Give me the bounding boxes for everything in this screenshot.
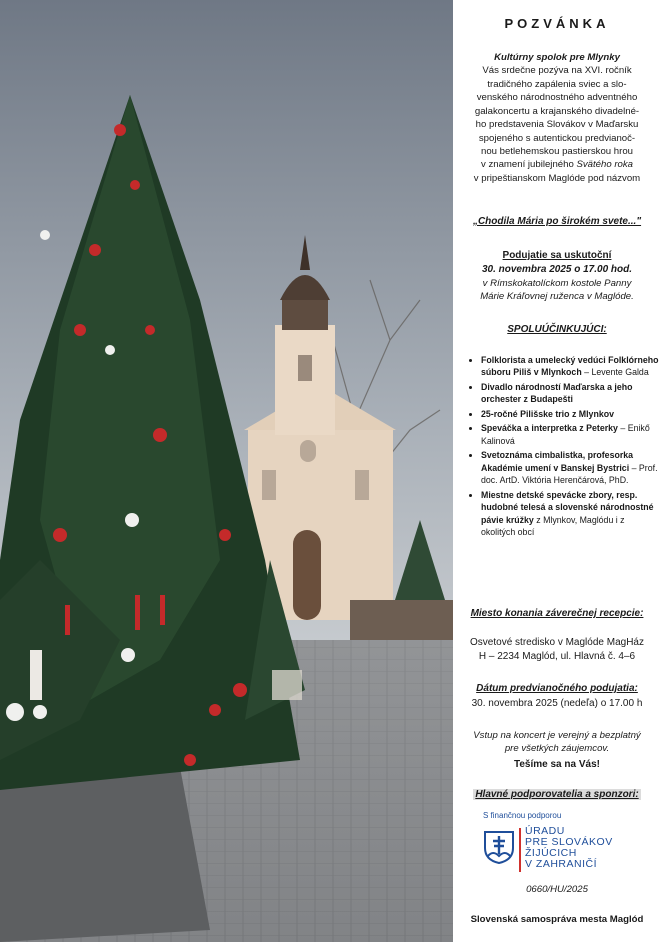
performer-rest: – Levente Galda [581,367,649,378]
performer-item [481,422,659,447]
logo-divider [519,828,521,872]
intro-line: venského národnostného adventného [476,92,638,104]
event-date: 30. novembra 2025 o 17.00 hod. [481,263,633,275]
performer-bold: 25-ročné Pilišske trio z Mlynkov [481,408,614,419]
sponsors-heading-wrap [455,788,659,802]
entry-info [455,729,659,755]
intro-line: v pripeštianskom Maglóde pod názvom [473,172,641,184]
performer-item [481,408,659,420]
reception-heading: Miesto konania záverečnej recepcie: [470,608,644,619]
office-name [525,826,613,870]
intro-line: nou betlehemskou pastierskou hrou [481,145,633,157]
intro-line: spojeného s autentickou predvianoč- [478,132,636,144]
performer-rest: – Enikő Kalinová [481,423,650,446]
intro-line: tradičného zapálenia sviec a slo- [487,78,627,90]
reception-line: Osvetové stredisko v Maglóde MagHáz [470,637,644,648]
performer-item [481,354,659,379]
reception-line: H – 2234 Maglód, ul. Hlavná č. 4–6 [478,650,636,662]
performer-bold: Folklorista a umelecký vedúci Folklórneho súboru Piliš v Mlynkoch [481,355,659,378]
intro-line: ho predstavenia Slovákov v Maďarsku [475,119,639,131]
performer-bold: Divadlo národností Maďarska a jeho orchester z Budapešti [481,381,633,405]
office-line: ŽIJÚCICH [525,847,577,860]
grant-code: 0660/HU/2025 [526,884,588,895]
intro-line: galakoncertu a krajanského divadelné- [474,105,640,117]
pre-date: 30. novembra 2025 (nedeľa) o 17.00 h [471,698,643,709]
office-logo [481,826,651,874]
slovak-coat-of-arms-icon [483,830,515,864]
invitation-panel [453,0,661,942]
office-line: V ZAHRANIČÍ [525,858,598,871]
performer-item [481,381,659,406]
performer-bold: Svetoznáma cimbalistka, profesorka Akadémie umení v Banskej Bystrici [481,450,634,473]
event-info [455,249,659,303]
pre-date-heading: Dátum predvianočného podujatia: [476,683,638,694]
intro-text [455,51,659,185]
performer-item [481,449,659,486]
performer-rest: z Mlynkov, Maglódu i z okolitých obcí [481,514,625,538]
entry-line: Vstup na koncert je verejný a bezplatný [473,730,641,741]
intro-line-part: v znamení jubilejného [480,159,577,171]
performer-bold: Miestne detské spevácke zbory, resp. hudobné telesá a slovenské národnostné pávie krúžky [481,489,654,525]
organizer: Slovenská samospráva mesta Maglód [470,914,644,925]
play-title: „Chodila Mária po širokém svete..." [472,216,642,227]
event-place: v Rímskokatolíckom kostole Panny [482,277,632,289]
sponsors-heading: Hlavné podporovatelia a sponzori: [475,789,639,800]
invitation-title: POZVÁNKA [504,16,610,31]
entry-line: pre všetkých záujemcov. [504,743,610,755]
performers-list [471,354,659,541]
event-heading: Podujatie sa uskutoční [502,250,612,261]
event-place: Márie Kráľovnej ruženca v Maglóde. [480,290,634,302]
performer-item [481,489,659,539]
reception-info [455,636,659,664]
performers-heading: SPOLUÚČINKUJÚCI: [507,324,607,335]
intro-line: Vás srdečne pozýva na XVI. ročník [482,65,632,77]
performer-rest: – Prof. doc. ArtD. Viktória Herenčárová, PhD. [481,462,658,486]
holy-year: Svätého roka [576,159,633,171]
performer-bold: Speváčka a interpretka z Peterky [481,423,618,434]
financial-support: S finančnou podporou [483,811,562,820]
office-line: ÚRADU [525,825,565,837]
intro-line [455,158,659,171]
society-name: Kultúrny spolok pre Mlynky [494,52,620,63]
office-line: PRE SLOVÁKOV [525,836,613,849]
see-you-text: Tešíme sa na Vás! [514,759,600,770]
